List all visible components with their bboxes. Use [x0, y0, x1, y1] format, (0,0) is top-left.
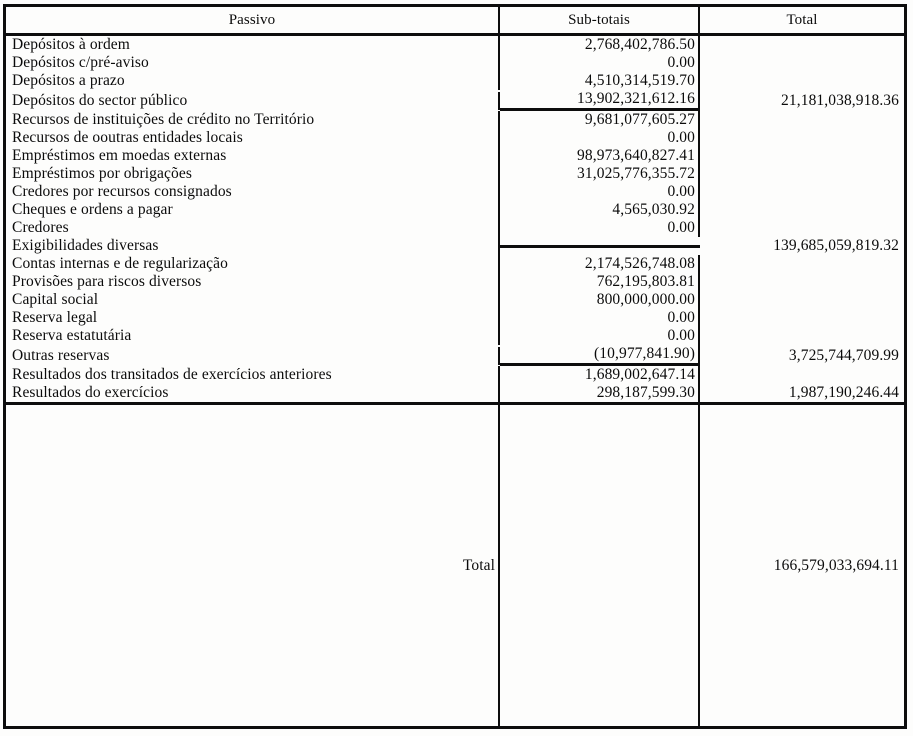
table-row [6, 90, 904, 111]
row-label-cell: Exigibilidades diversas [6, 237, 500, 255]
row-total-cell: 21,181,038,918.36 [781, 91, 899, 109]
row-subtotal-cell: 2,768,402,786.50 [500, 36, 700, 54]
table-row [6, 273, 904, 291]
row-subtotal-cell: 0.00 [500, 327, 700, 345]
row-subtotal-cell: 0.00 [500, 54, 700, 72]
table-row [6, 384, 904, 402]
row-label-cell: Depósitos do sector público [6, 92, 500, 110]
row-subtotal-cell: 800,000,000.00 [500, 291, 700, 309]
row-label-cell: Reserva legal [6, 309, 500, 327]
row-subtotal-cell: 298,187,599.30 [500, 384, 700, 402]
row-subtotal-cell: 13,902,321,612.16 [500, 90, 700, 111]
row-subtotal-cell: 98,973,640,827.41 [500, 147, 700, 165]
row-subtotal-cell: 0.00 [500, 309, 700, 327]
row-label-cell: Empréstimos em moedas externas [6, 147, 500, 165]
table-row [6, 345, 904, 366]
row-subtotal-cell: 1,689,002,647.14 [500, 366, 700, 384]
subtotais-column-header: Sub-totais [500, 7, 700, 33]
row-total-cell: 3,725,744,709.99 [788, 346, 899, 364]
table-row [6, 54, 904, 72]
row-subtotal-cell: 0.00 [500, 219, 700, 237]
footer-total-label: Total [6, 405, 500, 726]
row-label-cell: Resultados dos transitados de exercícios anteriores [6, 366, 500, 384]
table-row [6, 309, 904, 327]
footer-row [6, 402, 904, 726]
row-label-cell: Depósitos c/pré-aviso [6, 54, 500, 72]
row-subtotal-cell [500, 245, 700, 248]
row-subtotal-cell: (10,977,841.90) [500, 345, 700, 366]
row-subtotal-cell: 0.00 [500, 129, 700, 147]
table-row [6, 111, 904, 129]
row-label-cell: Empréstimos por obrigações [6, 165, 500, 183]
grand-total-value: 166,579,033,694.11 [773, 556, 899, 574]
row-subtotal-cell: 9,681,077,605.27 [500, 111, 700, 129]
row-label-cell: Depósitos à ordem [6, 36, 500, 54]
table-row [6, 183, 904, 201]
row-label-cell: Capital social [6, 291, 500, 309]
row-label-cell: Recursos de instituições de crédito no Território [6, 111, 500, 129]
header-row [6, 7, 904, 36]
row-subtotal-cell: 2,174,526,748.08 [500, 255, 700, 273]
footer-subtotal-cell [500, 405, 700, 726]
table-row [6, 147, 904, 165]
table-row [6, 165, 904, 183]
row-subtotal-cell: 0.00 [500, 183, 700, 201]
row-subtotal-cell: 4,510,314,519.70 [500, 72, 700, 90]
row-label-cell: Reserva estatutária [6, 327, 500, 345]
row-label-cell: Resultados do exercícios [6, 384, 500, 402]
row-subtotal-cell: 762,195,803.81 [500, 273, 700, 291]
row-label-cell: Contas internas e de regularização [6, 255, 500, 273]
row-label-cell: Credores por recursos consignados [6, 183, 500, 201]
row-label-cell: Depósitos a prazo [6, 72, 500, 90]
table-row [6, 366, 904, 384]
table-row [6, 201, 904, 219]
row-total-cell: 139,685,059,819.32 [773, 237, 899, 254]
table-row [6, 327, 904, 345]
row-label-cell: Recursos de ooutras entidades locais [6, 129, 500, 147]
row-subtotal-cell: 4,565,030.92 [500, 201, 700, 219]
table-body [6, 36, 904, 402]
table-row [6, 219, 904, 237]
row-label-cell: Credores [6, 219, 500, 237]
passivo-column-header: Passivo [6, 7, 500, 33]
row-label-cell: Outras reservas [6, 347, 500, 365]
row-label-cell: Cheques e ordens a pagar [6, 201, 500, 219]
row-subtotal-cell: 31,025,776,355.72 [500, 165, 700, 183]
table-row [6, 36, 904, 54]
table-row [6, 291, 904, 309]
total-column-header: Total [786, 11, 818, 28]
row-total-cell: 1,987,190,246.44 [788, 384, 899, 401]
table-row [6, 129, 904, 147]
row-label-cell: Provisões para riscos diversos [6, 273, 500, 291]
passivo-table [3, 4, 907, 729]
table-row [6, 72, 904, 90]
table-row [6, 255, 904, 273]
table-row [6, 237, 904, 255]
